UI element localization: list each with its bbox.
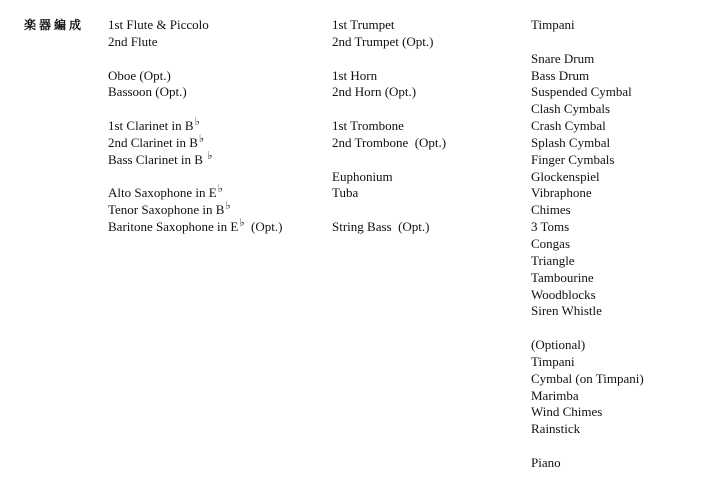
instrument-line: Wind Chimes — [531, 404, 603, 420]
instrument-line: Clash Cymbals — [531, 101, 611, 117]
instrument-line: Suspended Cymbal — [531, 84, 632, 100]
instrument-line: Bass Drum — [531, 67, 590, 83]
instrument-line: Piano — [531, 454, 561, 470]
instrument-line: 1st Trombone — [332, 118, 404, 134]
instrument-line: 2nd Horn (Opt.) — [332, 84, 417, 100]
instrument-line: Timpani — [531, 353, 575, 369]
instrument-line: 2nd Clarinet in B♭ — [108, 132, 205, 150]
instrument-line: Glockenspiel — [531, 168, 600, 184]
instrument-line: Siren Whistle — [531, 303, 602, 319]
instrument-line: Marimba — [531, 387, 579, 403]
instrument-line: 2nd Trumpet (Opt.) — [332, 33, 434, 49]
instrument-line: Euphonium — [332, 168, 393, 184]
instrument-line: Timpani — [531, 17, 575, 32]
instrument-line: Triangle — [531, 252, 575, 268]
instrument-line: 1st Trumpet — [332, 17, 395, 32]
instrument-line: 2nd Flute — [108, 33, 158, 49]
woodwinds-column — [108, 17, 282, 236]
instrument-line: 3 Toms — [531, 219, 570, 235]
brass-column — [332, 17, 446, 236]
instrument-line: Alto Saxophone in E♭ — [108, 183, 223, 201]
spacer — [332, 51, 446, 68]
instrument-line: Cymbal (on Timpani) — [531, 370, 644, 386]
instrument-line: 1st Horn — [332, 67, 378, 83]
instrument-line: Congas — [531, 235, 570, 251]
spacer — [531, 438, 644, 455]
instrument-line: 2nd Trombone (Opt.) — [332, 134, 447, 150]
instrument-line: Crash Cymbal — [531, 118, 606, 134]
instrument-line: Snare Drum — [531, 50, 595, 66]
percussion-column — [531, 17, 644, 472]
instrument-line: 1st Clarinet in B♭ — [108, 116, 200, 134]
instrument-line: 1st Flute & Piccolo — [108, 17, 209, 32]
spacer — [332, 202, 446, 219]
instrument-line: Baritone Saxophone in E♭ (Opt.) — [108, 217, 283, 235]
instrument-line: Bass Clarinet in B ♭ — [108, 149, 213, 167]
instrument-line: Tenor Saxophone in B♭ — [108, 200, 231, 218]
instrument-line: Splash Cymbal — [531, 134, 611, 150]
spacer — [531, 34, 644, 51]
spacer — [531, 320, 644, 337]
spacer — [108, 169, 282, 186]
spacer — [332, 152, 446, 169]
instrument-line: Bassoon (Opt.) — [108, 84, 187, 100]
instrument-line: Woodblocks — [531, 286, 596, 302]
instrument-line: String Bass (Opt.) — [332, 219, 430, 235]
instrument-line: Oboe (Opt.) — [108, 67, 171, 83]
instrument-line: Tuba — [332, 185, 359, 201]
instrument-line: Finger Cymbals — [531, 151, 615, 167]
instrument-line: (Optional) — [531, 337, 586, 353]
instrument-line: Tambourine — [531, 269, 594, 285]
spacer — [108, 51, 282, 68]
instrumentation-heading: 楽器編成 — [24, 18, 85, 32]
instrument-line: Rainstick — [531, 421, 581, 437]
instrument-line: Vibraphone — [531, 185, 592, 201]
spacer — [332, 101, 446, 118]
instrument-line: Chimes — [531, 202, 571, 218]
